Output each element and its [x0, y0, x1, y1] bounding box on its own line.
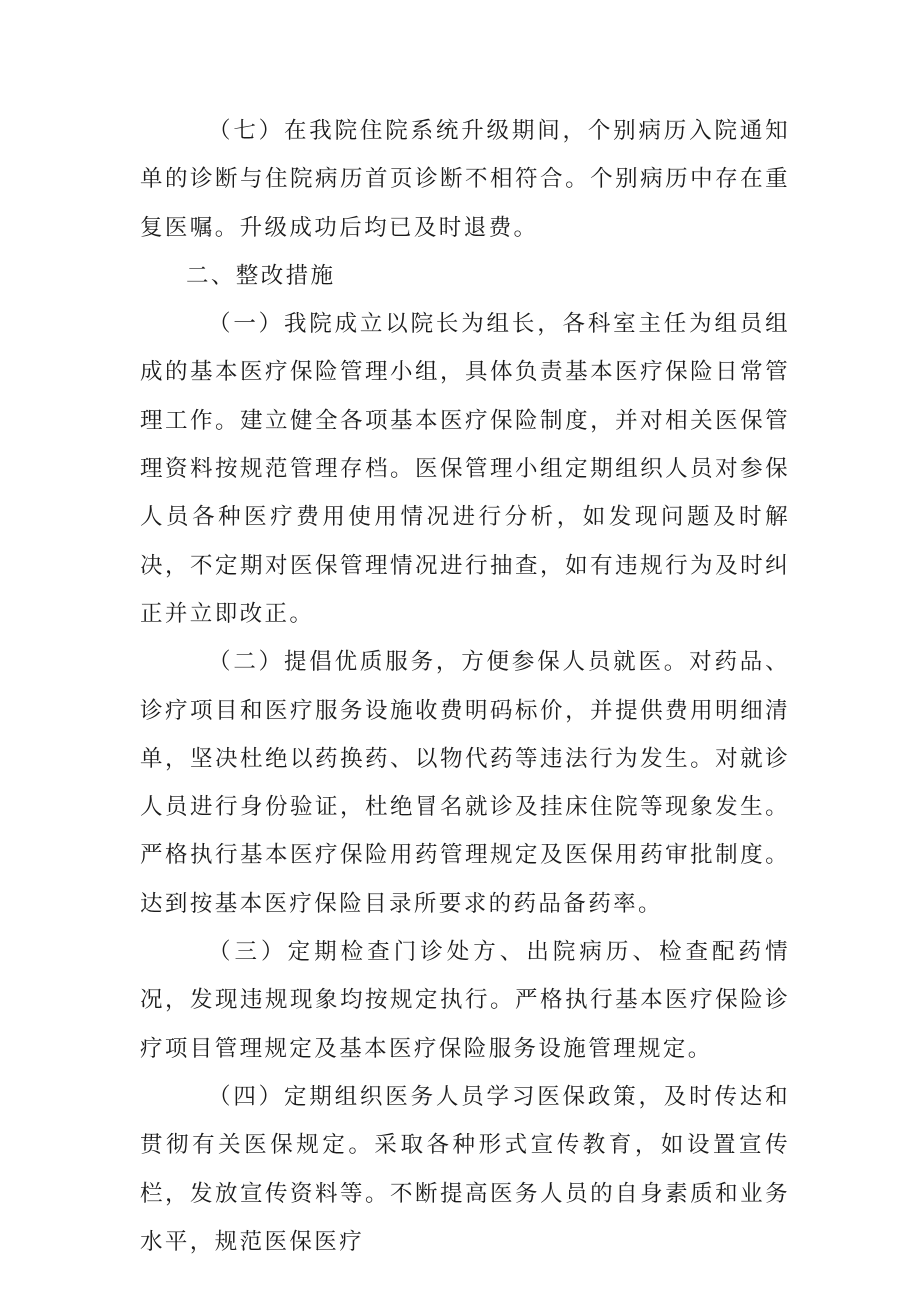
- paragraph-item-7: （七）在我院住院系统升级期间，个别病历入院通知单的诊断与住院病历首页诊断不相符合。个别病历中存在重复医嘱。升级成功后均已及时退费。: [140, 118, 790, 241]
- document-body: [140, 107, 790, 1266]
- measure-paragraph-1: （一）我院成立以院长为组长，各科室主任为组员组成的基本医疗保险管理小组，具体负责基本医疗保险日常管理工作。建立健全各项基本医疗保险制度，并对相关医保管理资料按规范管理存档。医保管理小组定期组织人员对参保人员各种医疗费用使用情况进行分析，如发现问题及时解决，不定期对医保管理情况进行抽查，如有违规行为及时纠正并立即改正。: [140, 311, 790, 627]
- section-heading: 二、整改措施: [186, 262, 336, 289]
- measure-paragraph-3: （三）定期检查门诊处方、出院病历、检查配药情况，发现违规现象均按规定执行。严格执行基本医疗保险诊疗项目管理规定及基本医疗保险服务设施管理规定。: [140, 939, 790, 1062]
- measure-paragraph-2: （二）提倡优质服务，方便参保人员就医。对药品、诊疗项目和医疗服务设施收费明码标价，并提供费用明细清单，坚决杜绝以药换药、以物代药等违法行为发生。对就诊人员进行身份验证，杜绝冒名就诊及挂床住院等现象发生。严格执行基本医疗保险用药管理规定及医保用药审批制度。达到按基本医疗保险目录所要求的药品备药率。: [140, 649, 790, 917]
- measure-paragraph-4: （四）定期组织医务人员学习医保政策，及时传达和贯彻有关医保规定。采取各种形式宣传教育，如设置宣传栏，发放宣传资料等。不断提高医务人员的自身素质和业务水平，规范医保医疗: [140, 1083, 790, 1255]
